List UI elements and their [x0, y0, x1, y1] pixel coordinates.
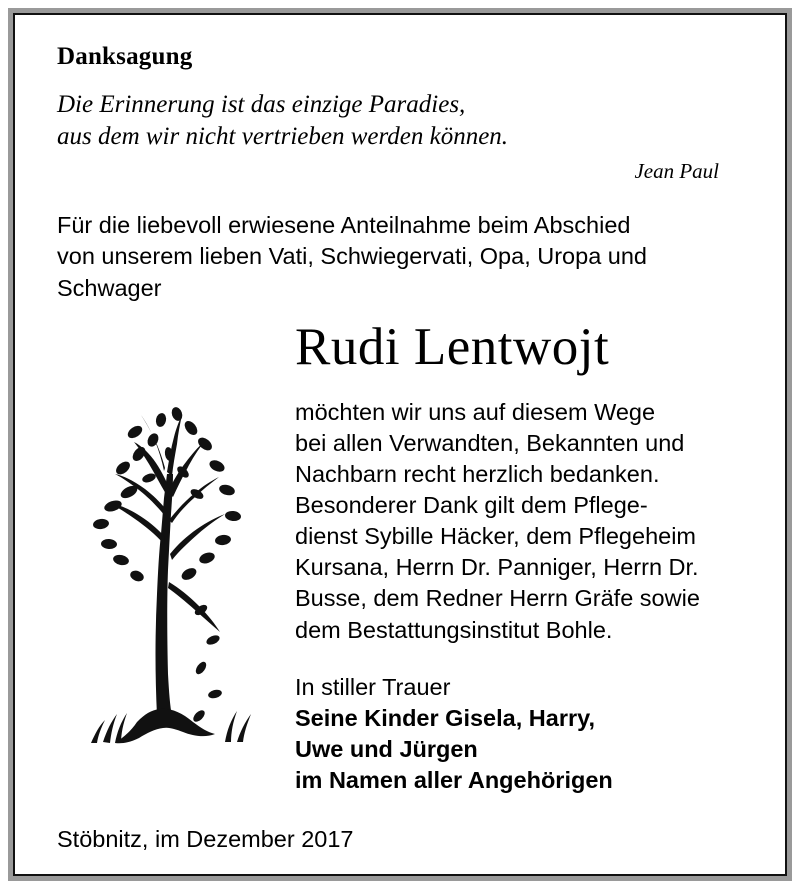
deceased-name: Rudi Lentwojt — [295, 317, 610, 376]
mourning-line-3: im Namen aller Angehörigen — [295, 766, 613, 793]
main-block — [47, 317, 747, 796]
text-column — [295, 317, 747, 796]
quote-author: Jean Paul — [634, 159, 719, 183]
intro-line-2: von unserem lieben Vati, Schwiegervati, Opa, Uropa und — [57, 243, 648, 270]
intro-line-3: Schwager — [57, 274, 162, 301]
mourning-line-2: Uwe und Jürgen — [295, 735, 478, 762]
intro-text — [57, 210, 747, 304]
quote-line-2: aus dem wir nicht vertrieben werden können. — [57, 123, 509, 150]
thanks-text — [295, 397, 747, 645]
thanks-line-1: möchten wir uns auf diesem Wege — [295, 399, 656, 426]
place-and-date: Stöbnitz, im Dezember 2017 — [57, 825, 354, 852]
thanks-line-8: dem Bestattungsinstitut Bohle. — [295, 616, 613, 643]
tree-illustration — [65, 344, 265, 764]
memorial-quote — [57, 89, 747, 153]
mourning-line-1: Seine Kinder Gisela, Harry, — [295, 704, 595, 731]
mourning-intro: In stiller Trauer — [295, 673, 451, 700]
thanks-line-5: dienst Sybille Häcker, dem Pflegeheim — [295, 523, 697, 550]
thanks-line-7: Busse, dem Redner Herrn Gräfe sowie — [295, 585, 700, 612]
notice-heading: Danksagung — [57, 43, 193, 70]
thanks-line-2: bei allen Verwandten, Bekannten und — [295, 430, 685, 457]
quote-line-1: Die Erinnerung ist das einzige Paradies, — [57, 91, 466, 118]
thanks-line-3: Nachbarn recht herzlich bedanken. — [295, 461, 660, 488]
intro-line-1: Für die liebevoll erwiesene Anteilnahme beim Abschied — [57, 212, 631, 238]
thanks-line-6: Kursana, Herrn Dr. Panniger, Herrn Dr. — [295, 554, 699, 581]
notice-content — [15, 15, 785, 874]
thanks-line-4: Besonderer Dank gilt dem Pflege- — [295, 492, 648, 519]
mourning-block — [295, 672, 747, 796]
